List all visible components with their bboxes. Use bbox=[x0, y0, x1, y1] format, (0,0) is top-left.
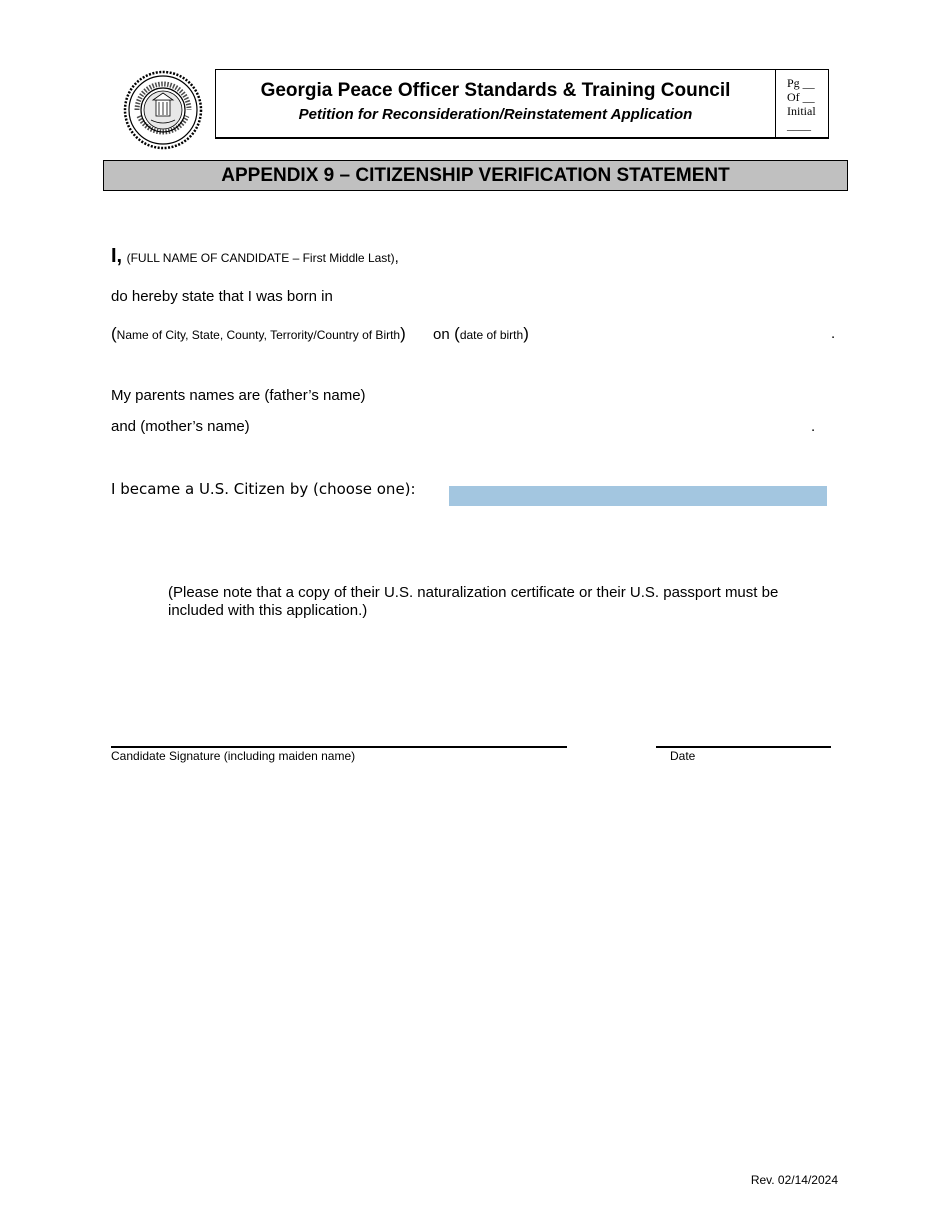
candidate-signature-line[interactable] bbox=[111, 746, 567, 748]
dob-close-paren: ) bbox=[523, 324, 529, 343]
form-header bbox=[215, 69, 829, 139]
i-letter: I, bbox=[111, 245, 123, 267]
date-label: Date bbox=[670, 749, 696, 763]
full-name-line bbox=[111, 245, 399, 268]
full-name-hint: (FULL NAME OF CANDIDATE – First Middle Last) bbox=[126, 251, 395, 265]
council-title: Georgia Peace Officer Standards & Training Council bbox=[260, 80, 731, 101]
application-subtitle: Petition for Reconsideration/Reinstatement Application bbox=[298, 106, 693, 123]
parents-line-period: . bbox=[811, 418, 816, 435]
dob-line bbox=[433, 324, 529, 344]
born-in-text: do hereby state that I was born in bbox=[111, 288, 333, 305]
on-word: on bbox=[433, 326, 450, 343]
dob-field[interactable] bbox=[540, 326, 825, 342]
page-number-label: Pg __ bbox=[787, 76, 815, 90]
full-name-field[interactable] bbox=[420, 246, 830, 262]
candidate-signature-label: Candidate Signature (including maiden name) bbox=[111, 749, 356, 763]
mother-name-field[interactable] bbox=[262, 419, 807, 435]
initial-blank: ____ bbox=[787, 118, 811, 132]
pOST-seal-logo bbox=[123, 70, 203, 150]
birthplace-hint: Name of City, State, County, Terrority/Country of Birth bbox=[116, 328, 401, 342]
dob-hint: date of birth bbox=[459, 328, 524, 342]
page-initial-box bbox=[775, 70, 829, 138]
appendix-title: APPENDIX 9 – CITIZENSHIP VERIFICATION STATEMENT bbox=[103, 160, 848, 191]
mother-name-label: and (mother’s name) bbox=[111, 418, 250, 435]
full-name-comma: , bbox=[394, 249, 399, 266]
birthplace-open-paren: ( bbox=[111, 324, 117, 343]
date-signature-line[interactable] bbox=[656, 746, 831, 748]
naturalization-note: (Please note that a copy of their U.S. naturalization certificate or their U.S. passport must be included with this application.) bbox=[168, 584, 779, 619]
birth-line-period: . bbox=[831, 325, 836, 342]
father-name-field[interactable] bbox=[382, 388, 827, 404]
initial-label: Initial bbox=[787, 104, 816, 118]
birthplace-line bbox=[111, 324, 406, 344]
birthplace-close-paren: ) bbox=[400, 324, 406, 343]
seal-icon bbox=[123, 70, 203, 150]
citizenship-method-dropdown[interactable] bbox=[449, 486, 827, 506]
page-of-label: Of __ bbox=[787, 90, 815, 104]
father-name-label: My parents names are (father’s name) bbox=[111, 387, 366, 404]
citizenship-label: I became a U.S. Citizen by (choose one): bbox=[111, 480, 416, 498]
dob-open-paren: ( bbox=[454, 324, 460, 343]
revision-date: Rev. 02/14/2024 bbox=[750, 1173, 838, 1187]
